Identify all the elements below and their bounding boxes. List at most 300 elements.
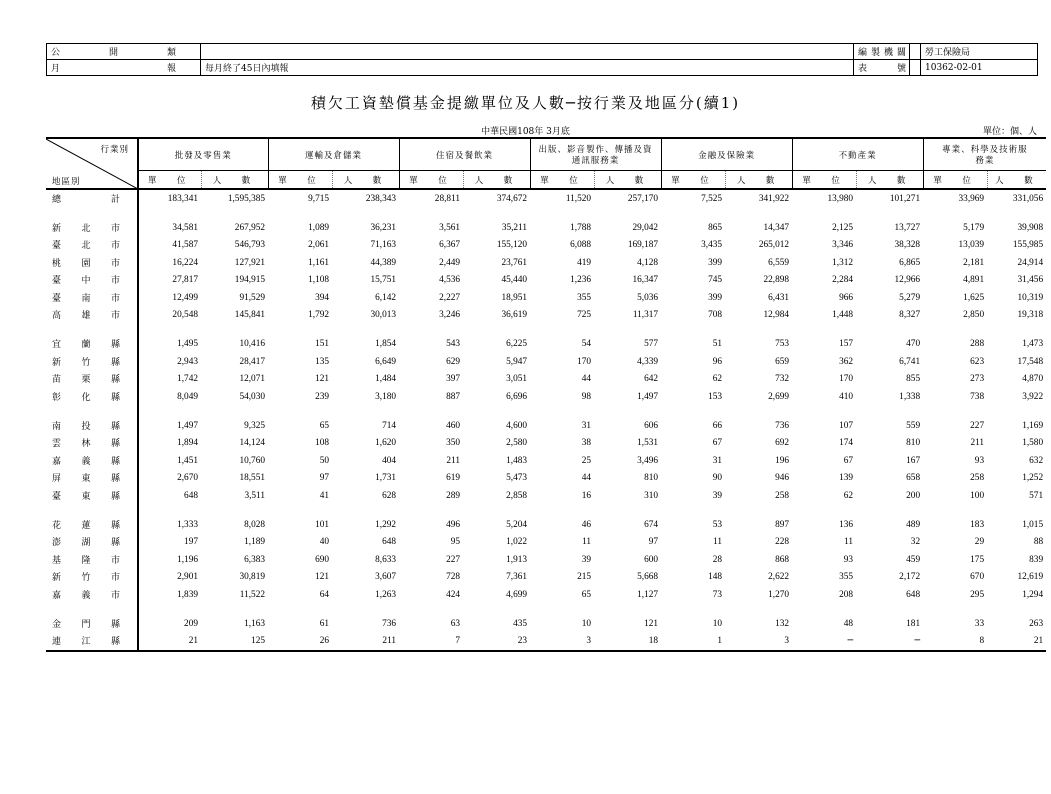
units-cell: 27,817	[172, 275, 198, 286]
units-cell: 62	[843, 490, 854, 501]
people-cell: 2,699	[768, 391, 790, 402]
region-label: 臺 中 市	[52, 275, 120, 286]
people-cell: 374,672	[496, 193, 528, 204]
people-cell: 30,819	[239, 572, 266, 583]
people-cell: 14,124	[239, 438, 266, 449]
people-cell: 35,211	[501, 223, 528, 234]
people-cell: 8,633	[375, 554, 397, 565]
region-label: 新 竹 市	[52, 572, 120, 583]
people-cell: 21	[987, 633, 1046, 651]
units-cell: 543	[446, 339, 461, 350]
units-cell: 1,839	[177, 589, 198, 600]
units-cell: 11	[713, 537, 723, 548]
units-cell: 5,179	[963, 223, 985, 234]
units-cell: 175	[970, 554, 985, 565]
spacer-cell	[268, 324, 332, 336]
people-cell: 6,431	[768, 292, 790, 303]
people-cell: 331,056	[1012, 193, 1044, 204]
units-cell: 424	[446, 589, 461, 600]
people-cell: 257,170	[627, 193, 659, 204]
units-cell: 44	[581, 374, 592, 385]
people-cell: 5,668	[637, 572, 659, 583]
units-cell: 31	[581, 420, 592, 431]
people-cell: 18,951	[501, 292, 528, 303]
units-cell: 2,449	[439, 257, 461, 268]
units-cell: 211	[446, 455, 461, 466]
spacer-cell	[530, 603, 594, 615]
region-cell	[46, 568, 138, 585]
spacer-cell	[725, 405, 792, 417]
table-row	[46, 417, 1046, 434]
people-cell: 12,619	[1017, 572, 1044, 583]
form-number-value: 10362-02-01	[921, 60, 1038, 76]
units-cell: 12,499	[172, 292, 198, 303]
units-cell: 101	[315, 519, 330, 530]
spacer-cell	[201, 504, 268, 516]
people-cell: ─	[856, 633, 923, 651]
people-cell: 31,456	[1017, 275, 1044, 286]
units-cell: 67	[712, 438, 723, 449]
region-label: 嘉 義 縣	[52, 455, 120, 466]
people-cell: 127,921	[234, 257, 266, 268]
units-cell: 28	[712, 554, 723, 565]
units-cell: 108	[315, 438, 330, 449]
region-label: 桃 園 市	[52, 257, 120, 268]
people-cell: 18	[594, 633, 661, 651]
people-cell: 736	[382, 618, 397, 629]
people-cell: 16,347	[632, 275, 659, 286]
spacer-cell	[792, 405, 856, 417]
people-cell: 101,271	[889, 193, 921, 204]
people-cell: 13,727	[894, 223, 921, 234]
units-cell: 153	[708, 391, 723, 402]
units-column-header: 單 位	[923, 171, 987, 190]
people-cell: 546,793	[234, 240, 266, 251]
people-cell: 1,338	[899, 391, 921, 402]
people-cell: 5,947	[506, 356, 528, 367]
region-label: 臺 南 市	[52, 292, 120, 303]
units-cell: 1,894	[177, 438, 198, 449]
spacer-cell	[661, 504, 725, 516]
people-cell: 404	[382, 455, 397, 466]
spacer-cell	[987, 324, 1046, 336]
people-cell: 1,270	[768, 589, 790, 600]
agency-label: 編製機關	[854, 44, 921, 60]
people-cell: 24,914	[1017, 257, 1044, 268]
units-cell: 38	[581, 438, 592, 449]
group-spacer	[46, 405, 1046, 417]
units-cell: 1,236	[570, 275, 592, 286]
units-cell: 670	[970, 572, 985, 583]
people-cell: 4,339	[637, 356, 659, 367]
units-cell: 1,451	[177, 455, 198, 466]
spacer-cell	[530, 324, 594, 336]
report-date: 中華民國108年 3月底	[481, 127, 570, 137]
spacer-cell	[987, 207, 1046, 219]
spacer-cell	[268, 405, 332, 417]
units-cell: 1,333	[177, 519, 198, 530]
table-row	[46, 189, 1046, 207]
people-cell: 489	[906, 519, 921, 530]
people-cell: 736	[775, 420, 790, 431]
region-cell	[46, 417, 138, 434]
people-cell: 8,028	[244, 519, 266, 530]
units-cell: 10	[712, 618, 723, 629]
people-cell: 6,559	[768, 257, 790, 268]
units-cell: 61	[319, 618, 330, 629]
people-cell: 7,361	[506, 572, 528, 583]
people-cell: 6,741	[899, 356, 921, 367]
units-cell: 6,088	[570, 240, 592, 251]
units-cell: 1,312	[832, 257, 854, 268]
people-cell: 1,854	[375, 339, 397, 350]
people-column-header: 人 數	[594, 171, 661, 190]
people-cell: 1,169	[1022, 420, 1044, 431]
people-cell: 642	[644, 374, 659, 385]
spacer-cell	[46, 405, 138, 417]
region-label: 臺 東 縣	[52, 490, 120, 501]
people-cell: 559	[906, 420, 921, 431]
people-cell: 1,484	[375, 374, 397, 385]
people-cell: 5,279	[899, 292, 921, 303]
spacer-cell	[923, 603, 987, 615]
people-cell: 341,922	[758, 193, 790, 204]
spacer-cell	[201, 603, 268, 615]
units-cell: 397	[446, 374, 461, 385]
units-cell: 107	[839, 420, 854, 431]
spacer-cell	[923, 324, 987, 336]
people-cell: 238,343	[365, 193, 397, 204]
units-cell: 136	[839, 519, 854, 530]
units-cell: 496	[446, 519, 461, 530]
units-cell: 16	[581, 490, 592, 501]
people-cell: 71,163	[370, 240, 397, 251]
units-cell: 39	[581, 554, 592, 565]
table-row	[46, 469, 1046, 486]
units-cell: 96	[712, 356, 723, 367]
people-cell: 2,622	[768, 572, 790, 583]
units-cell: 29	[974, 537, 985, 548]
table-row	[46, 516, 1046, 533]
region-cell	[46, 633, 138, 651]
people-cell: 132	[775, 618, 790, 629]
people-cell: 267,952	[234, 223, 266, 234]
units-cell: 73	[712, 589, 723, 600]
table-row	[46, 219, 1046, 236]
spacer-cell	[923, 504, 987, 516]
spacer-cell	[46, 207, 138, 219]
spacer-cell	[530, 405, 594, 417]
people-cell: 5,036	[637, 292, 659, 303]
region-label: 高 雄 市	[52, 310, 120, 321]
people-column-header: 人 數	[987, 171, 1046, 190]
people-cell: 19,318	[1017, 310, 1044, 321]
spacer-cell	[46, 603, 138, 615]
table-row	[46, 272, 1046, 289]
people-cell: 4,699	[506, 589, 528, 600]
units-cell: 20,548	[172, 310, 198, 321]
units-cell: 629	[446, 356, 461, 367]
people-cell: 263	[1029, 618, 1044, 629]
people-cell: 265,012	[758, 240, 790, 251]
table-row	[46, 388, 1046, 405]
units-cell: 13,980	[827, 193, 854, 204]
spacer-cell	[661, 603, 725, 615]
spacer-cell	[987, 504, 1046, 516]
units-cell: 28,811	[434, 193, 461, 204]
region-label: 花 蓮 縣	[52, 519, 120, 530]
people-cell: 12,071	[239, 374, 266, 385]
units-cell: 50	[319, 455, 330, 466]
region-cell	[46, 469, 138, 486]
people-cell: 2,172	[899, 572, 921, 583]
spacer-cell	[399, 603, 463, 615]
people-cell: 28,417	[239, 356, 266, 367]
people-cell: 11,522	[239, 589, 266, 600]
people-cell: 459	[906, 554, 921, 565]
people-cell: 23	[463, 633, 530, 651]
units-cell: 33	[974, 618, 985, 629]
region-axis-label: 地區別	[52, 176, 81, 186]
people-cell: 36,231	[370, 223, 397, 234]
people-cell: 3,496	[637, 455, 659, 466]
units-cell: 410	[839, 391, 854, 402]
table-row	[46, 353, 1046, 370]
units-cell: 2,061	[308, 240, 330, 251]
people-cell: 17,548	[1017, 356, 1044, 367]
region-label: 臺 北 市	[52, 240, 120, 251]
units-cell: 93	[843, 554, 854, 565]
spacer-cell	[856, 504, 923, 516]
region-label: 連 江 縣	[52, 636, 120, 647]
units-cell: 209	[184, 618, 198, 629]
table-row	[46, 633, 1046, 651]
table-row	[46, 586, 1046, 603]
report-frequency-value: 每月終了45日內填報	[201, 60, 910, 76]
units-cell: 48	[843, 618, 854, 629]
table-row	[46, 568, 1046, 585]
people-cell: 196	[775, 455, 790, 466]
people-cell: 606	[644, 420, 659, 431]
units-cell: 34,581	[172, 223, 198, 234]
units-cell: 183,341	[167, 193, 198, 204]
people-cell: 10,319	[1017, 292, 1044, 303]
spacer-cell	[399, 207, 463, 219]
industry-header: 批發及零售業	[138, 138, 268, 171]
people-cell: 91,529	[239, 292, 266, 303]
units-cell: 95	[450, 537, 461, 548]
region-cell	[46, 254, 138, 271]
units-cell: 4,891	[963, 275, 985, 286]
region-cell	[46, 371, 138, 388]
people-cell: 6,383	[244, 554, 266, 565]
sub-header-row	[46, 171, 1046, 190]
people-cell: 38,328	[894, 240, 921, 251]
table-row	[46, 487, 1046, 504]
units-cell: 139	[839, 473, 854, 484]
people-cell: 855	[906, 374, 921, 385]
units-cell: 619	[446, 473, 461, 484]
region-label: 雲 林 縣	[52, 438, 120, 449]
people-cell: 15,751	[370, 275, 397, 286]
units-cell: 2,125	[832, 223, 854, 234]
units-cell: 97	[319, 473, 330, 484]
units-cell: 54	[581, 339, 592, 350]
units-column-header: 單 位	[530, 171, 594, 190]
region-label: 嘉 義 市	[52, 589, 120, 600]
people-cell: 6,142	[375, 292, 397, 303]
spacer-cell	[987, 603, 1046, 615]
units-cell: 227	[446, 554, 461, 565]
people-cell: 10,760	[239, 455, 266, 466]
people-cell: 1,473	[1022, 339, 1044, 350]
units-column-header: 單 位	[792, 171, 856, 190]
region-cell	[46, 435, 138, 452]
public-class-value	[201, 44, 910, 60]
table-row	[46, 452, 1046, 469]
people-cell: 632	[1029, 455, 1044, 466]
units-cell: 11	[844, 537, 854, 548]
units-cell: 3,246	[439, 310, 461, 321]
units-cell: 1,792	[308, 310, 330, 321]
units-cell: 460	[446, 420, 461, 431]
units-cell: 288	[970, 339, 985, 350]
units-cell: 2,901	[177, 572, 198, 583]
units-cell: 16,224	[172, 257, 198, 268]
people-column-header: 人 數	[856, 171, 923, 190]
people-column-header: 人 數	[201, 171, 268, 190]
people-cell: 692	[775, 438, 790, 449]
people-cell: 674	[644, 519, 659, 530]
table-row	[46, 336, 1046, 353]
spacer-cell	[201, 207, 268, 219]
spacer-cell	[138, 405, 201, 417]
spacer-cell	[594, 207, 661, 219]
spacer-cell	[46, 504, 138, 516]
units-cell: 41,587	[172, 240, 198, 251]
units-cell: 419	[577, 257, 592, 268]
region-cell	[46, 272, 138, 289]
industry-header: 不動產業	[792, 138, 923, 171]
people-cell: 1,163	[244, 618, 266, 629]
units-cell: 399	[708, 257, 723, 268]
units-cell: 1,196	[177, 554, 198, 565]
region-cell	[46, 534, 138, 551]
units-cell: 62	[712, 374, 723, 385]
table-row	[46, 534, 1046, 551]
spacer-cell	[594, 504, 661, 516]
spacer-cell	[138, 504, 201, 516]
units-cell: 21	[138, 633, 201, 651]
unit-label: 單位：個、人	[982, 127, 1037, 137]
spacer-cell	[594, 603, 661, 615]
region-label: 南 投 縣	[52, 420, 120, 431]
spacer-cell	[594, 405, 661, 417]
region-cell	[46, 237, 138, 254]
people-cell: 659	[775, 356, 790, 367]
units-cell: 738	[970, 391, 985, 402]
units-cell: 295	[970, 589, 985, 600]
region-cell	[46, 487, 138, 504]
data-table	[46, 137, 1046, 652]
units-cell: 66	[712, 420, 723, 431]
region-cell	[46, 586, 138, 603]
people-cell: 753	[775, 339, 790, 350]
spacer-cell	[725, 207, 792, 219]
region-label: 新 北 市	[52, 223, 120, 234]
people-cell: 1,292	[375, 519, 397, 530]
people-cell: 54,030	[239, 391, 266, 402]
spacer-cell	[463, 405, 530, 417]
spacer-cell	[792, 603, 856, 615]
spacer-cell	[987, 405, 1046, 417]
units-cell: 1,448	[832, 310, 854, 321]
people-cell: 714	[382, 420, 397, 431]
region-cell	[46, 289, 138, 306]
region-label: 屏 東 縣	[52, 473, 120, 484]
people-cell: 258	[775, 490, 790, 501]
units-cell: 6,367	[439, 240, 461, 251]
units-cell: 1,497	[177, 420, 198, 431]
people-cell: 4,128	[637, 257, 659, 268]
people-cell: 3,180	[375, 391, 397, 402]
people-cell: 22,898	[763, 275, 790, 286]
people-cell: 2,580	[506, 438, 528, 449]
units-cell: 258	[970, 473, 985, 484]
people-cell: 11,317	[632, 310, 659, 321]
region-cell	[46, 336, 138, 353]
spacer-cell	[530, 207, 594, 219]
table-row	[46, 254, 1046, 271]
spacer-cell	[332, 324, 399, 336]
people-cell: 9,325	[244, 420, 266, 431]
units-column-header: 單 位	[661, 171, 725, 190]
people-cell: 435	[513, 618, 528, 629]
region-label: 苗 栗 縣	[52, 374, 120, 385]
spacer-cell	[856, 603, 923, 615]
spacer-cell	[268, 504, 332, 516]
people-cell: 30,013	[370, 310, 397, 321]
agency-value: 勞工保險局	[921, 44, 1038, 60]
table-row	[46, 371, 1046, 388]
units-cell: 26	[268, 633, 332, 651]
people-cell: 810	[906, 438, 921, 449]
units-cell: 53	[712, 519, 723, 530]
units-cell: 4,536	[439, 275, 461, 286]
spacer-cell	[725, 603, 792, 615]
region-cell	[46, 306, 138, 323]
header-left-box	[46, 43, 910, 76]
units-cell: 1,788	[570, 223, 592, 234]
spacer-cell	[332, 207, 399, 219]
spacer-cell	[138, 207, 201, 219]
units-cell: 3,561	[439, 223, 461, 234]
people-column-header: 人 數	[332, 171, 399, 190]
units-cell: 33,969	[958, 193, 985, 204]
people-cell: 839	[1029, 554, 1044, 565]
units-cell: 11	[582, 537, 592, 548]
units-cell: 121	[315, 374, 330, 385]
region-label: 金 門 縣	[52, 618, 120, 629]
units-cell: 3,346	[832, 240, 854, 251]
units-cell: 25	[581, 455, 592, 466]
region-label: 彰 化 縣	[52, 391, 120, 402]
units-cell: 11,520	[565, 193, 592, 204]
people-cell: 1,531	[637, 438, 659, 449]
people-cell: 1,015	[1022, 519, 1044, 530]
units-cell: 1,089	[308, 223, 330, 234]
spacer-cell	[594, 324, 661, 336]
